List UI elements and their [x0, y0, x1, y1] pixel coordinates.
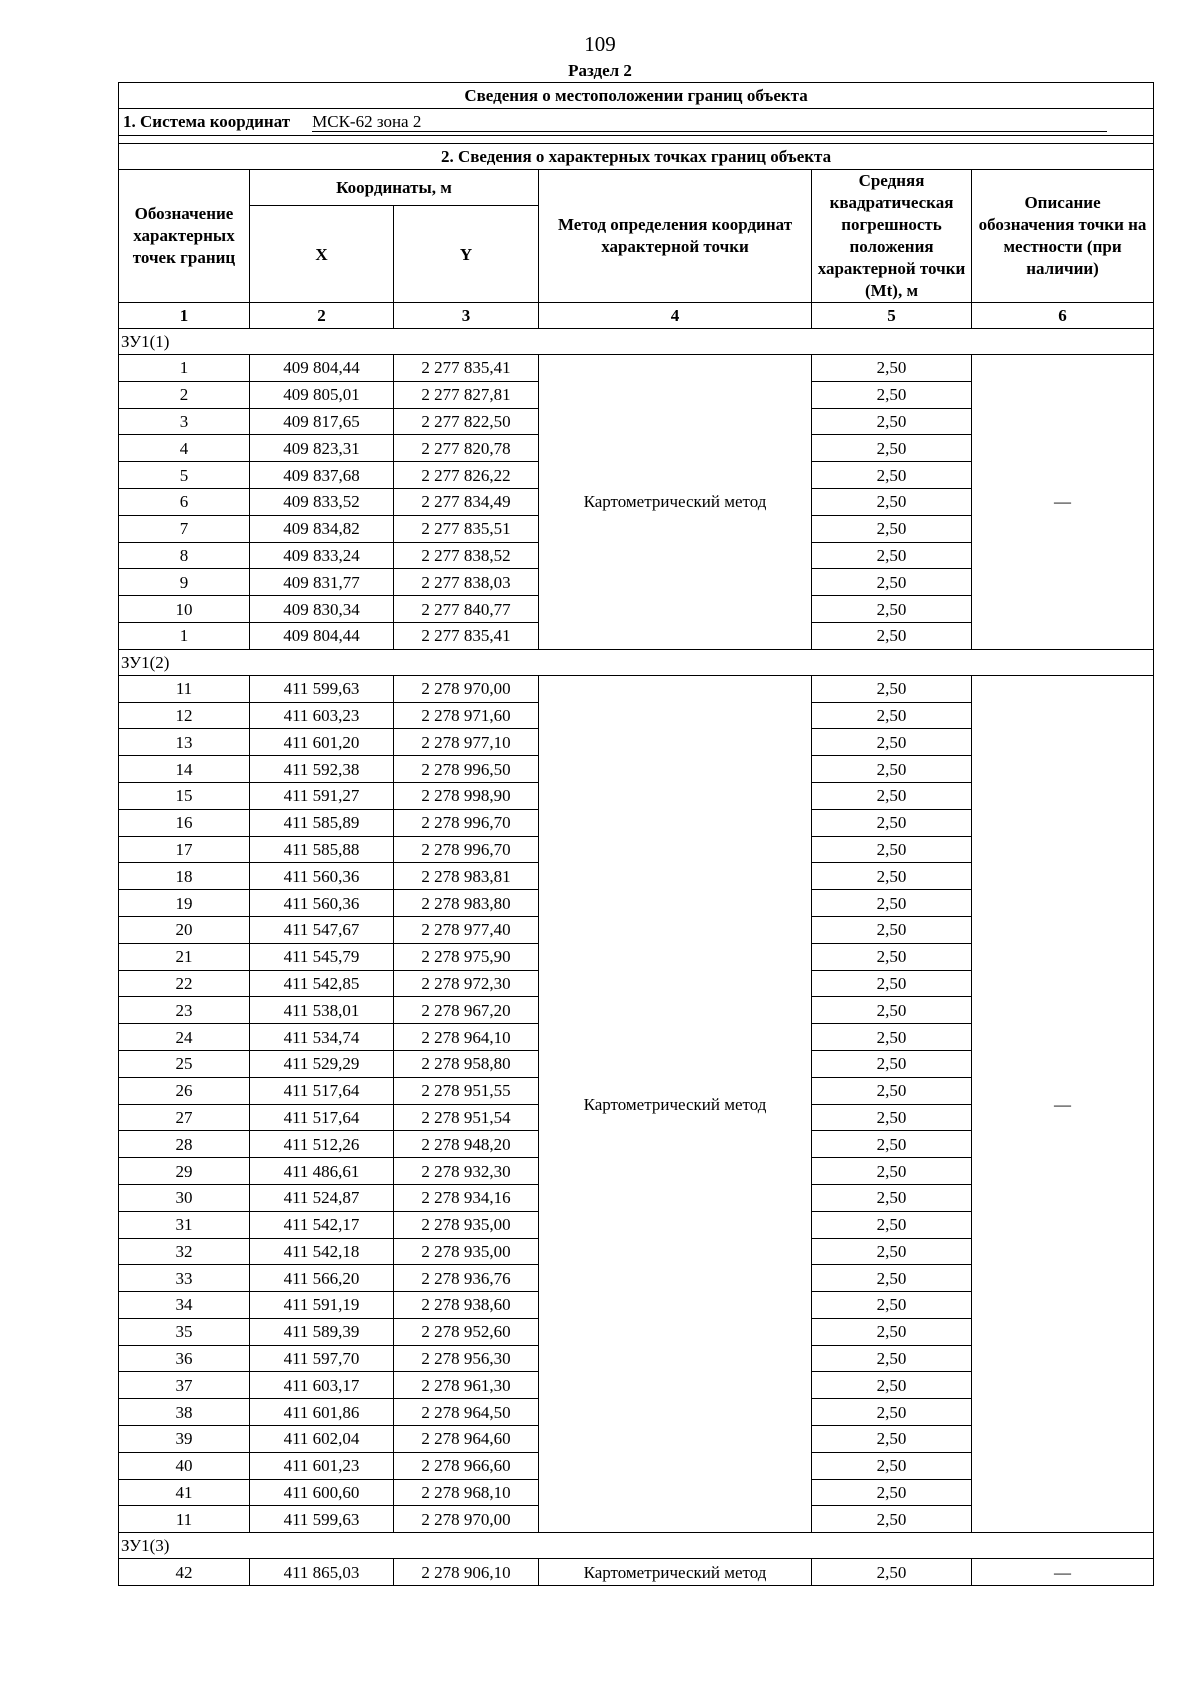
header-number-1: 1: [119, 303, 250, 329]
point-y: 2 278 972,30: [394, 970, 539, 997]
point-error: 2,50: [812, 675, 972, 702]
point-x: 411 597,70: [250, 1345, 394, 1372]
point-x: 411 865,03: [250, 1559, 394, 1586]
header-number-3: 3: [394, 303, 539, 329]
point-x: 411 602,04: [250, 1426, 394, 1453]
point-id: 31: [119, 1211, 250, 1238]
point-y: 2 278 977,10: [394, 729, 539, 756]
point-id: 22: [119, 970, 250, 997]
table-row: [119, 1559, 1154, 1586]
point-x: 411 512,26: [250, 1131, 394, 1158]
point-x: 411 542,18: [250, 1238, 394, 1265]
point-id: 1: [119, 355, 250, 382]
zone-name: ЗУ1(3): [119, 1533, 1154, 1559]
header-description: Описание обозначения точки на местности (при наличии): [972, 170, 1154, 303]
point-y: 2 278 967,20: [394, 997, 539, 1024]
point-x: 411 589,39: [250, 1318, 394, 1345]
point-error: 2,50: [812, 916, 972, 943]
point-x: 409 817,65: [250, 408, 394, 435]
point-x: 409 830,34: [250, 596, 394, 623]
point-y: 2 278 983,80: [394, 890, 539, 917]
point-y: 2 278 964,50: [394, 1399, 539, 1426]
spacer-row: [119, 136, 1154, 144]
point-id: 8: [119, 542, 250, 569]
point-error: 2,50: [812, 1426, 972, 1453]
point-x: 411 517,64: [250, 1077, 394, 1104]
point-error: 2,50: [812, 381, 972, 408]
point-error: 2,50: [812, 1077, 972, 1104]
point-y: 2 278 996,50: [394, 756, 539, 783]
point-error: 2,50: [812, 1479, 972, 1506]
point-x: 411 603,23: [250, 702, 394, 729]
point-id: 29: [119, 1158, 250, 1185]
point-x: 411 486,61: [250, 1158, 394, 1185]
point-id: 3: [119, 408, 250, 435]
point-y: 2 277 822,50: [394, 408, 539, 435]
point-y: 2 278 977,40: [394, 916, 539, 943]
point-error: 2,50: [812, 515, 972, 542]
point-y: 2 278 966,60: [394, 1452, 539, 1479]
point-x: 411 517,64: [250, 1104, 394, 1131]
point-x: 411 560,36: [250, 863, 394, 890]
point-error: 2,50: [812, 756, 972, 783]
point-y: 2 277 835,41: [394, 622, 539, 649]
zone-name: ЗУ1(2): [119, 649, 1154, 675]
point-x: 409 834,82: [250, 515, 394, 542]
point-id: 11: [119, 675, 250, 702]
point-error: 2,50: [812, 1050, 972, 1077]
point-y: 2 278 952,60: [394, 1318, 539, 1345]
point-id: 26: [119, 1077, 250, 1104]
point-y: 2 278 932,30: [394, 1158, 539, 1185]
point-y: 2 278 938,60: [394, 1292, 539, 1319]
table-row: [119, 675, 1154, 702]
point-error: 2,50: [812, 408, 972, 435]
point-id: 32: [119, 1238, 250, 1265]
point-y: 2 278 951,55: [394, 1077, 539, 1104]
header-designation: Обозначение характерных точек границ: [119, 170, 250, 303]
point-x: 411 560,36: [250, 890, 394, 917]
point-x: 411 534,74: [250, 1024, 394, 1051]
point-error: 2,50: [812, 890, 972, 917]
point-x: 411 601,86: [250, 1399, 394, 1426]
header-number-2: 2: [250, 303, 394, 329]
point-y: 2 277 838,52: [394, 542, 539, 569]
point-error: 2,50: [812, 970, 972, 997]
coordinate-system-label: 1. Система координат: [123, 112, 291, 131]
point-y: 2 278 906,10: [394, 1559, 539, 1586]
point-y: 2 278 958,80: [394, 1050, 539, 1077]
point-error: 2,50: [812, 1292, 972, 1319]
point-y: 2 278 996,70: [394, 809, 539, 836]
point-id: 13: [119, 729, 250, 756]
point-y: 2 278 948,20: [394, 1131, 539, 1158]
point-error: 2,50: [812, 863, 972, 890]
point-y: 2 277 826,22: [394, 462, 539, 489]
points-title: 2. Сведения о характерных точках границ объекта: [119, 144, 1154, 170]
point-x: 409 833,52: [250, 488, 394, 515]
point-x: 411 529,29: [250, 1050, 394, 1077]
point-id: 23: [119, 997, 250, 1024]
point-id: 16: [119, 809, 250, 836]
point-x: 411 585,89: [250, 809, 394, 836]
point-x: 411 591,19: [250, 1292, 394, 1319]
point-x: 411 545,79: [250, 943, 394, 970]
header-number-6: 6: [972, 303, 1154, 329]
point-x: 411 599,63: [250, 1506, 394, 1533]
point-id: 36: [119, 1345, 250, 1372]
point-error: 2,50: [812, 1184, 972, 1211]
point-id: 40: [119, 1452, 250, 1479]
point-id: 21: [119, 943, 250, 970]
point-y: 2 277 838,03: [394, 569, 539, 596]
method-cell: Картометрический метод: [539, 675, 812, 1533]
point-y: 2 278 934,16: [394, 1184, 539, 1211]
point-y: 2 277 835,51: [394, 515, 539, 542]
point-id: 10: [119, 596, 250, 623]
point-error: 2,50: [812, 435, 972, 462]
point-id: 25: [119, 1050, 250, 1077]
point-error: 2,50: [812, 729, 972, 756]
table-row: [119, 355, 1154, 382]
point-id: 7: [119, 515, 250, 542]
point-id: 5: [119, 462, 250, 489]
point-x: 411 547,67: [250, 916, 394, 943]
zone-row: [119, 649, 1154, 675]
point-y: 2 277 827,81: [394, 381, 539, 408]
zone-row: [119, 329, 1154, 355]
point-y: 2 277 835,41: [394, 355, 539, 382]
point-x: 411 592,38: [250, 756, 394, 783]
point-id: 12: [119, 702, 250, 729]
point-error: 2,50: [812, 1372, 972, 1399]
point-error: 2,50: [812, 1452, 972, 1479]
point-error: 2,50: [812, 943, 972, 970]
point-x: 411 599,63: [250, 675, 394, 702]
method-cell: Картометрический метод: [539, 1559, 812, 1586]
zone-name: ЗУ1(1): [119, 329, 1154, 355]
point-error: 2,50: [812, 1559, 972, 1586]
point-y: 2 278 996,70: [394, 836, 539, 863]
point-x: 411 538,01: [250, 997, 394, 1024]
point-id: 4: [119, 435, 250, 462]
point-x: 409 833,24: [250, 542, 394, 569]
point-error: 2,50: [812, 997, 972, 1024]
point-error: 2,50: [812, 569, 972, 596]
point-id: 27: [119, 1104, 250, 1131]
point-x: 409 823,31: [250, 435, 394, 462]
point-id: 15: [119, 782, 250, 809]
point-error: 2,50: [812, 1158, 972, 1185]
description-cell: —: [972, 355, 1154, 650]
point-x: 409 831,77: [250, 569, 394, 596]
page-number: 109: [584, 32, 616, 56]
point-y: 2 278 970,00: [394, 675, 539, 702]
point-error: 2,50: [812, 1399, 972, 1426]
point-y: 2 278 936,76: [394, 1265, 539, 1292]
point-x: 411 603,17: [250, 1372, 394, 1399]
point-id: 28: [119, 1131, 250, 1158]
header-y: Y: [394, 206, 539, 303]
point-error: 2,50: [812, 1131, 972, 1158]
point-y: 2 277 820,78: [394, 435, 539, 462]
point-x: 411 566,20: [250, 1265, 394, 1292]
header-x: X: [250, 206, 394, 303]
point-error: 2,50: [812, 1238, 972, 1265]
zone-row: [119, 1533, 1154, 1559]
point-y: 2 278 956,30: [394, 1345, 539, 1372]
point-x: 409 805,01: [250, 381, 394, 408]
point-error: 2,50: [812, 596, 972, 623]
table-title: Сведения о местоположении границ объекта: [119, 83, 1154, 109]
point-id: 38: [119, 1399, 250, 1426]
point-x: 411 524,87: [250, 1184, 394, 1211]
coordinate-system-row: [119, 109, 1154, 136]
point-x: 409 804,44: [250, 622, 394, 649]
point-y: 2 278 951,54: [394, 1104, 539, 1131]
point-y: 2 278 961,30: [394, 1372, 539, 1399]
point-id: 19: [119, 890, 250, 917]
point-id: 33: [119, 1265, 250, 1292]
point-error: 2,50: [812, 809, 972, 836]
point-id: 30: [119, 1184, 250, 1211]
point-y: 2 278 935,00: [394, 1211, 539, 1238]
point-error: 2,50: [812, 1211, 972, 1238]
point-x: 409 804,44: [250, 355, 394, 382]
point-id: 42: [119, 1559, 250, 1586]
point-error: 2,50: [812, 1506, 972, 1533]
point-y: 2 278 983,81: [394, 863, 539, 890]
point-error: 2,50: [812, 782, 972, 809]
point-y: 2 277 840,77: [394, 596, 539, 623]
point-error: 2,50: [812, 1318, 972, 1345]
point-id: 2: [119, 381, 250, 408]
point-id: 6: [119, 488, 250, 515]
point-id: 11: [119, 1506, 250, 1533]
header-error: Средняя квадратическая погрешность положения характерной точки (Mt), м: [812, 170, 972, 303]
point-y: 2 278 975,90: [394, 943, 539, 970]
point-y: 2 278 970,00: [394, 1506, 539, 1533]
point-x: 411 585,88: [250, 836, 394, 863]
point-y: 2 278 968,10: [394, 1479, 539, 1506]
point-id: 20: [119, 916, 250, 943]
point-id: 35: [119, 1318, 250, 1345]
point-error: 2,50: [812, 355, 972, 382]
boundary-points-table: [118, 82, 1154, 1586]
point-error: 2,50: [812, 1265, 972, 1292]
point-error: 2,50: [812, 542, 972, 569]
description-cell: —: [972, 1559, 1154, 1586]
header-method: Метод определения координат характерной точки: [539, 170, 812, 303]
point-error: 2,50: [812, 622, 972, 649]
point-error: 2,50: [812, 488, 972, 515]
point-id: 14: [119, 756, 250, 783]
point-error: 2,50: [812, 702, 972, 729]
point-x: 409 837,68: [250, 462, 394, 489]
point-error: 2,50: [812, 1345, 972, 1372]
header-coordinates: Координаты, м: [250, 170, 539, 206]
point-id: 34: [119, 1292, 250, 1319]
point-x: 411 600,60: [250, 1479, 394, 1506]
point-y: 2 278 935,00: [394, 1238, 539, 1265]
point-id: 41: [119, 1479, 250, 1506]
point-y: 2 278 964,60: [394, 1426, 539, 1453]
point-x: 411 591,27: [250, 782, 394, 809]
coordinate-system-value: МСК-62 зона 2: [312, 113, 1107, 132]
point-id: 39: [119, 1426, 250, 1453]
point-id: 1: [119, 622, 250, 649]
description-cell: —: [972, 675, 1154, 1533]
method-cell: Картометрический метод: [539, 355, 812, 650]
point-error: 2,50: [812, 1104, 972, 1131]
point-x: 411 542,85: [250, 970, 394, 997]
section-title: Раздел 2: [568, 61, 632, 80]
point-x: 411 601,23: [250, 1452, 394, 1479]
header-number-4: 4: [539, 303, 812, 329]
point-error: 2,50: [812, 462, 972, 489]
point-y: 2 278 998,90: [394, 782, 539, 809]
point-y: 2 277 834,49: [394, 488, 539, 515]
point-y: 2 278 971,60: [394, 702, 539, 729]
point-id: 17: [119, 836, 250, 863]
point-x: 411 542,17: [250, 1211, 394, 1238]
point-error: 2,50: [812, 1024, 972, 1051]
header-number-5: 5: [812, 303, 972, 329]
point-id: 9: [119, 569, 250, 596]
point-error: 2,50: [812, 836, 972, 863]
point-id: 24: [119, 1024, 250, 1051]
point-y: 2 278 964,10: [394, 1024, 539, 1051]
point-id: 37: [119, 1372, 250, 1399]
point-id: 18: [119, 863, 250, 890]
point-x: 411 601,20: [250, 729, 394, 756]
